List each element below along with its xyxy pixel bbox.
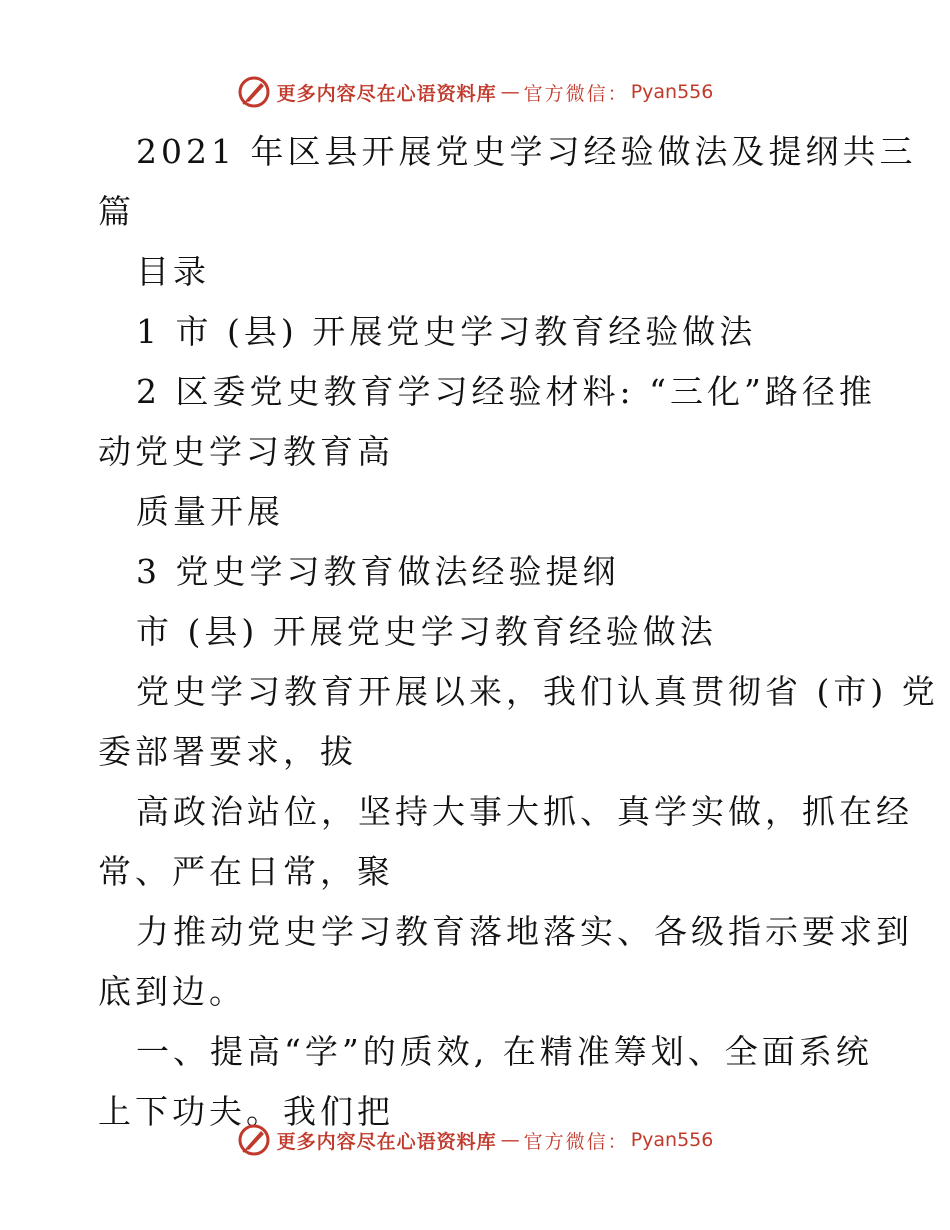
toc-item-1: 1 市 (县) 开展党史学习教育经验做法 (136, 312, 757, 351)
paragraph-line: 一、提高“学”的质效, 在精准筹划、全面系统 (136, 1032, 873, 1071)
paragraph-line: 上下功夫。我们把 (98, 1092, 394, 1131)
quill-pen-seal-icon (237, 75, 271, 109)
toc-heading: 目录 (136, 252, 210, 291)
banner-separator: — (500, 1129, 520, 1151)
header-watermark-banner (0, 72, 950, 112)
document-title-line-2: 篇 (98, 192, 135, 231)
banner-title: 更多内容尽在心语资料库 (276, 82, 497, 105)
document-title-line-1: 2021 年区县开展党史学习经验做法及提纲共三 (136, 132, 917, 171)
document-body (98, 122, 939, 1142)
banner-separator: — (500, 81, 520, 103)
banner-contact-id: Pyan556 (630, 81, 714, 103)
paragraph-line: 委部署要求，拔 (98, 732, 357, 771)
banner-contact-id: Pyan556 (630, 1129, 714, 1151)
paragraph-line: 高政治站位，坚持大事大抓、真学实做，抓在经 (136, 792, 913, 831)
banner-contact-label: 官方微信： (523, 82, 629, 105)
paragraph-line: 力推动党史学习教育落地落实、各级指示要求到 (136, 912, 913, 951)
section-title: 市 (县) 开展党史学习教育经验做法 (136, 612, 717, 651)
paragraph-line: 底到边。 (98, 972, 246, 1011)
toc-item-2-line-1: 2 区委党史教育学习经验材料: “三化”路径推 (136, 372, 876, 411)
toc-item-2-line-2: 动党史学习教育高 (98, 432, 394, 471)
toc-item-2-line-3: 质量开展 (136, 492, 284, 531)
quill-pen-seal-icon (237, 1123, 271, 1157)
toc-item-3: 3 党史学习教育做法经验提纲 (136, 552, 620, 591)
banner-title: 更多内容尽在心语资料库 (276, 1130, 497, 1153)
paragraph-line: 党史学习教育开展以来，我们认真贯彻省 (市) 党 (136, 672, 939, 711)
banner-contact-label: 官方微信： (523, 1130, 629, 1153)
footer-watermark-banner (0, 1120, 950, 1160)
paragraph-line: 常、严在日常，聚 (98, 852, 394, 891)
